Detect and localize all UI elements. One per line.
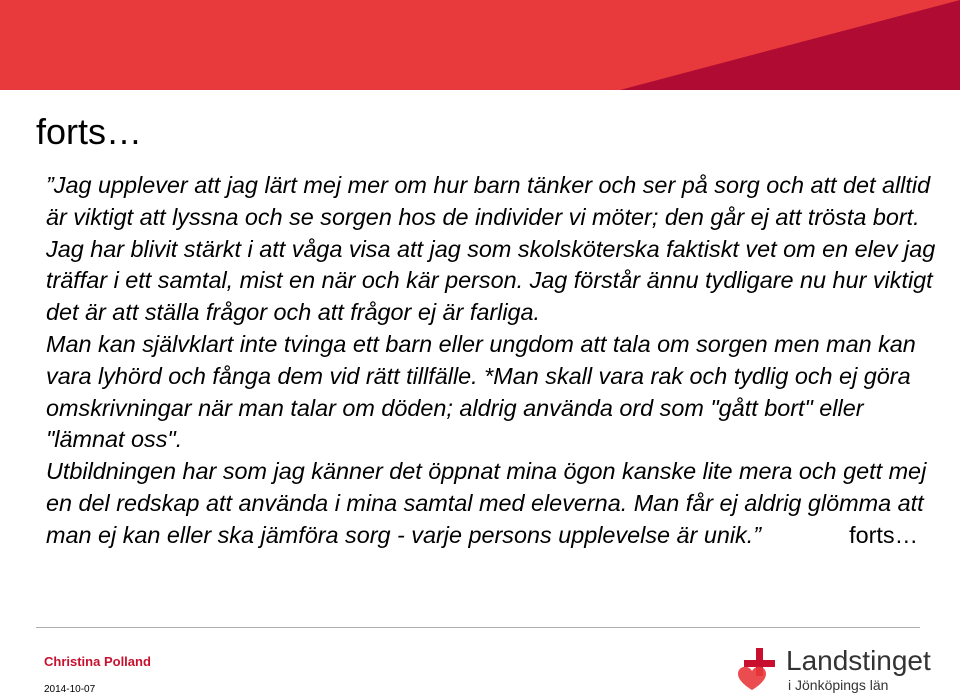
continued-label: forts… xyxy=(849,521,918,548)
quote-paragraph-2: Man kan självklart inte tvinga ett barn eller ungdom att tala om sorgen men man kan vara lyhörd och fånga dem vid rätt tillfälle. *Man skall vara rak och tydlig och ej göra omskrivningar när man talar om döden; aldrig använda ord som "gått bort" eller "lämnat oss". xyxy=(46,330,916,453)
quote-paragraph-1: ”Jag upplever att jag lärt mej mer om hur barn tänker och ser på sorg och att det alltid är viktigt att lyssna och se sorgen hos de individer vi möter; den går ej att trösta bort. Jag har blivit stärkt i att våga visa att jag som skolsköterska faktiskt vet om en elev jag träffar i ett samtal, mist en när och kär person. Jag förstår ännu tydligare nu hur viktigt det är att ställa frågor och att frågor ej är farliga. xyxy=(46,172,936,326)
quote-body xyxy=(46,170,936,552)
logo-subtitle: i Jönköpings län xyxy=(788,677,889,693)
slide-date: 2014-10-07 xyxy=(44,684,96,695)
cross-heart-icon xyxy=(732,644,780,692)
header-banner xyxy=(0,0,960,90)
banner-graphic xyxy=(0,0,960,90)
landstinget-logo xyxy=(732,644,932,696)
quote-paragraph-3-text: Utbildningen har som jag känner det öppnat mina ögon kanske lite mera och gett mej en del redskap att använda i mina samtal med eleverna. Man får ej aldrig glömma att man ej kan eller ska jämföra sorg - varje persons upplevelse är unik.” xyxy=(46,458,927,548)
slide-title: forts… xyxy=(36,111,143,152)
quote-paragraph-3 xyxy=(46,456,936,551)
footer-divider xyxy=(36,627,920,628)
author-name: Christina Polland xyxy=(44,654,151,669)
logo-name: Landstinget xyxy=(786,645,931,676)
